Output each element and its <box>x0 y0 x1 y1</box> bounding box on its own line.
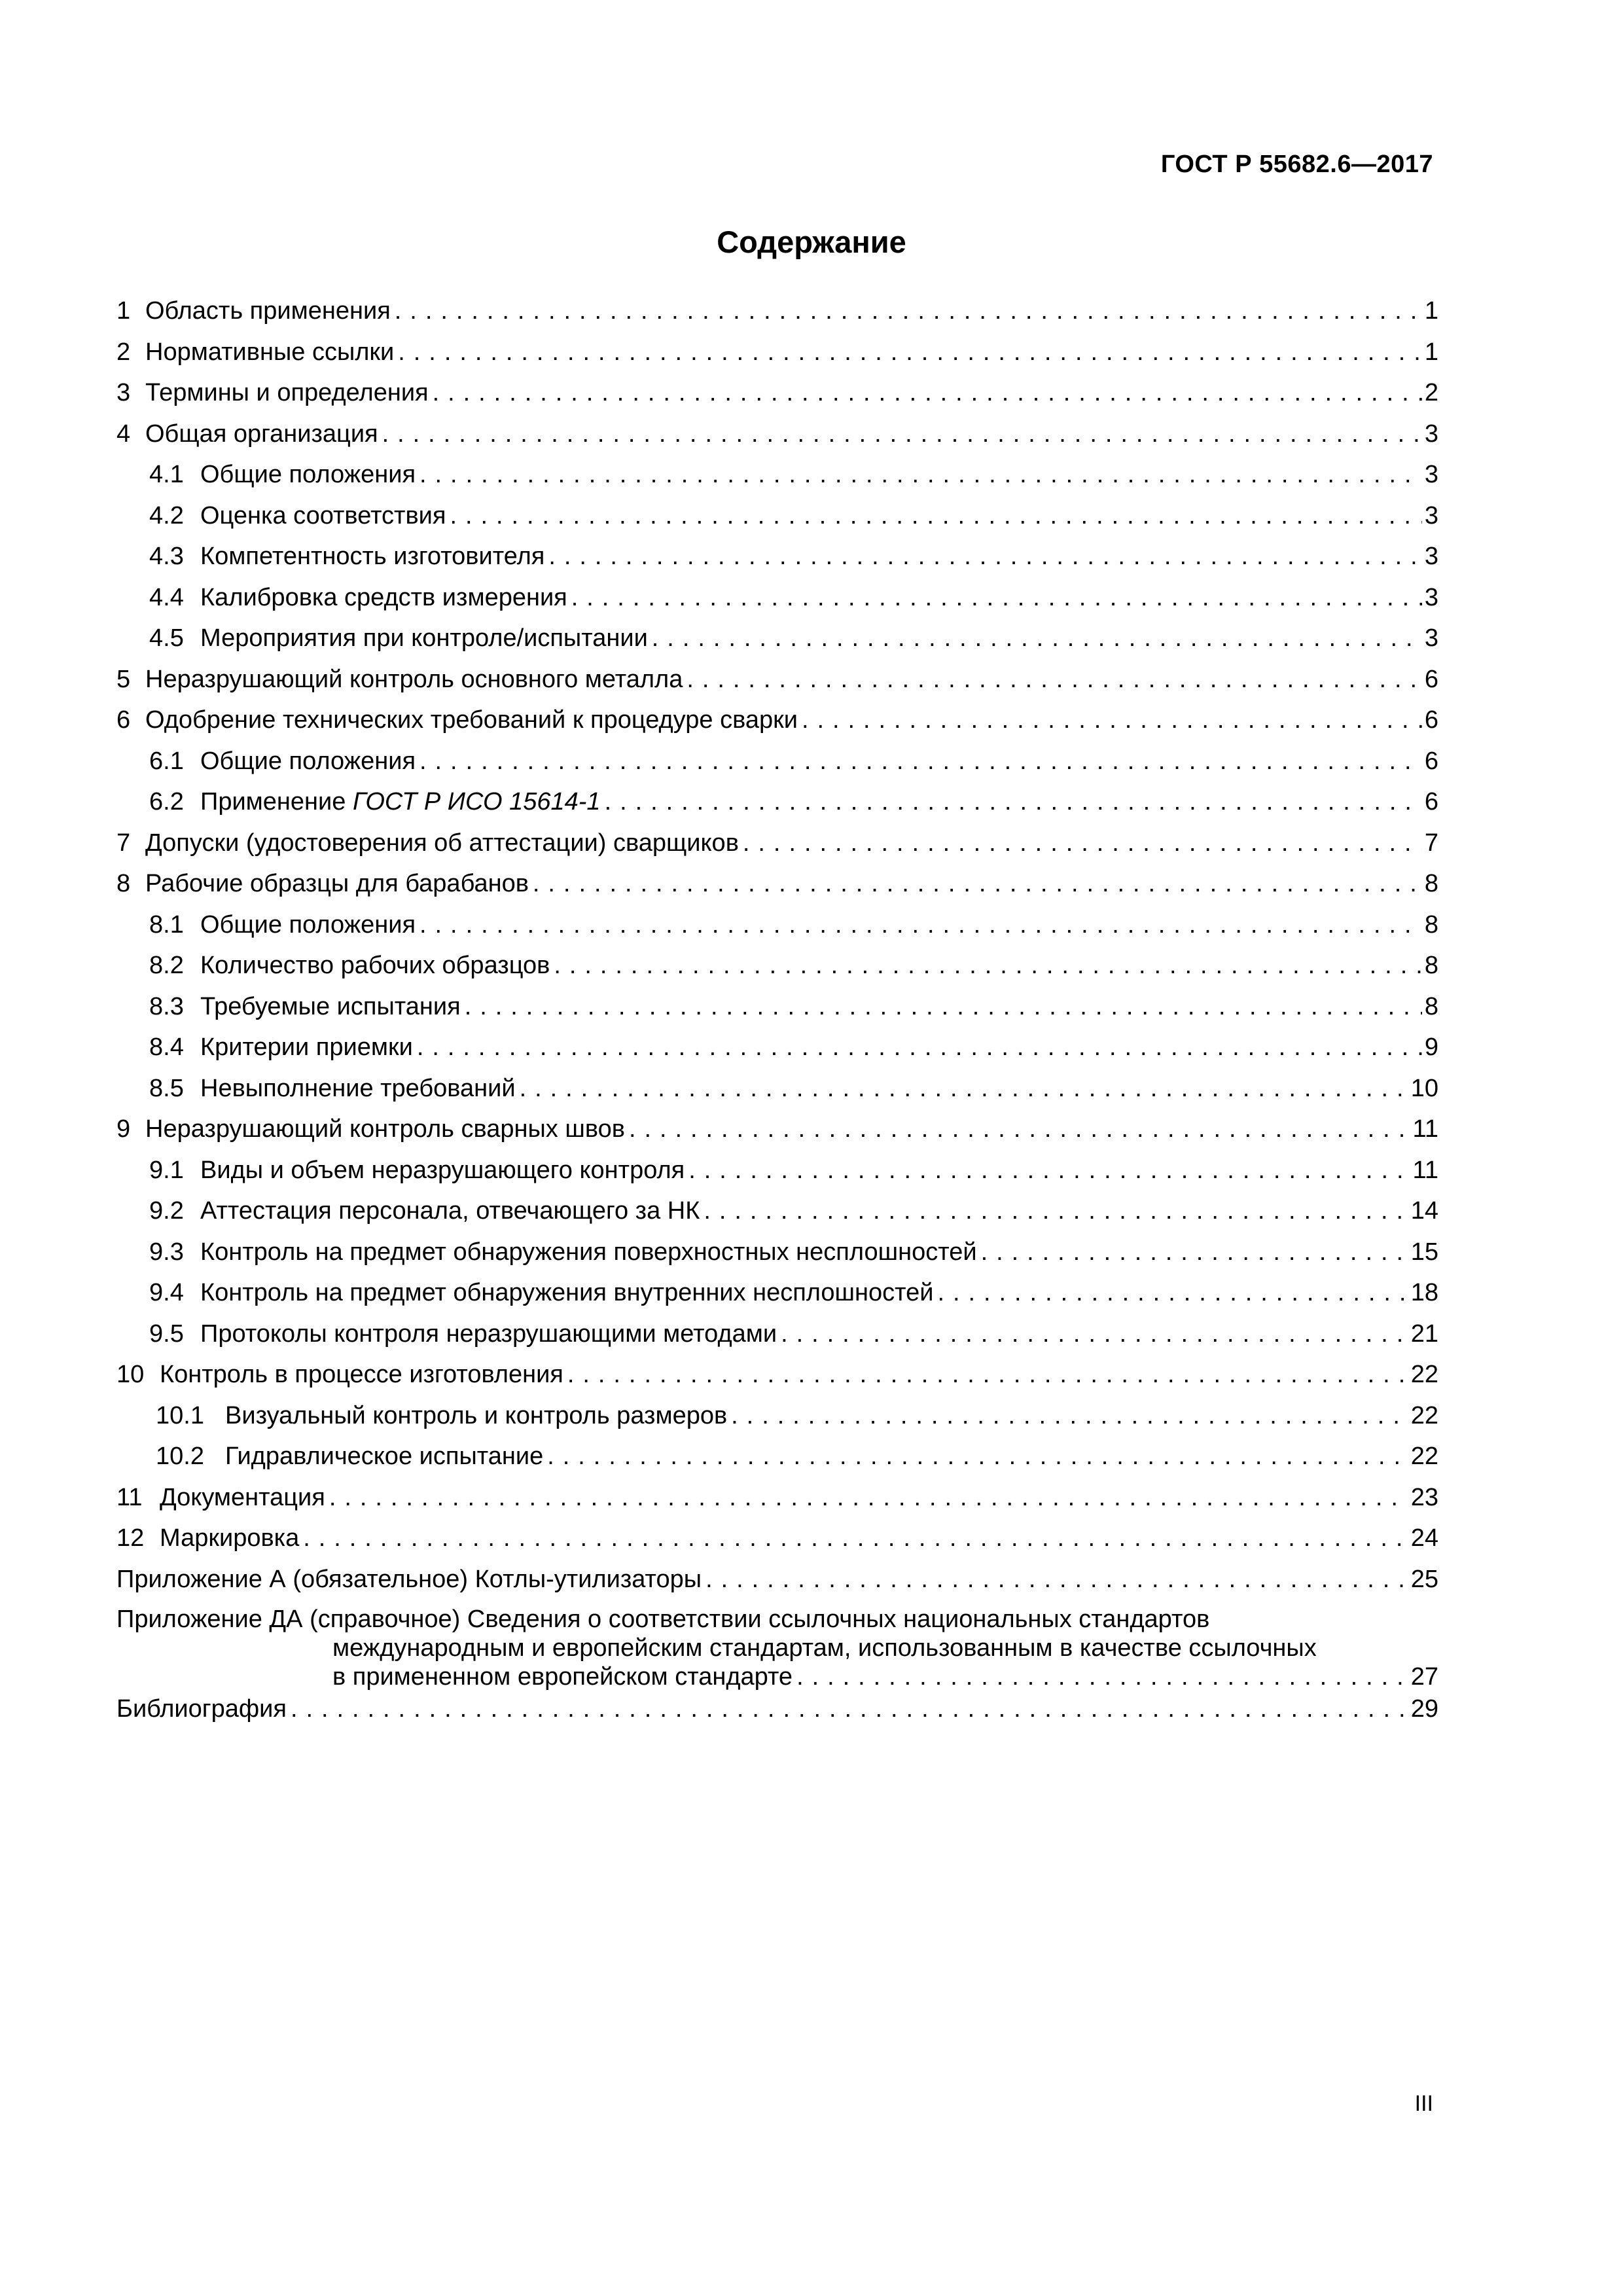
document-id: ГОСТ Р 55682.6—2017 <box>1160 151 1433 178</box>
toc-entry[interactable] <box>116 337 1438 378</box>
toc-page: 8 <box>1424 910 1438 939</box>
toc-page: 6 <box>1424 665 1438 693</box>
toc-label: Библиография <box>116 1695 287 1723</box>
toc-label: Контроль в процессе изготовления <box>160 1361 563 1388</box>
toc-page: 10 <box>1410 1074 1438 1102</box>
toc-page: 3 <box>1424 461 1438 488</box>
toc-label: Рабочие образцы для барабанов <box>145 870 529 897</box>
toc-page: 11 <box>1412 1115 1438 1143</box>
toc-leader <box>398 337 1422 367</box>
toc-leader <box>981 1237 1408 1267</box>
toc-leader <box>731 1401 1408 1431</box>
toc-number: 9.2 <box>149 1197 184 1225</box>
toc-leader <box>571 583 1422 613</box>
toc-leader <box>781 1319 1408 1349</box>
toc-label-standard-ref: ГОСТ Р ИСО 15614-1 <box>352 788 601 816</box>
toc-entry[interactable] <box>116 1073 1438 1115</box>
toc-number: 4.2 <box>149 501 184 529</box>
toc-page: 14 <box>1410 1197 1438 1225</box>
toc-page: 1 <box>1424 297 1438 325</box>
toc-leader <box>547 1441 1408 1471</box>
toc-leader <box>433 378 1422 408</box>
toc-label: Гидравлическое испытание <box>225 1443 544 1470</box>
toc-number: 2 <box>116 338 131 366</box>
toc-label: Калибровка средств измерения <box>200 583 567 611</box>
toc-page: 3 <box>1424 624 1438 652</box>
toc-number: 9.5 <box>149 1319 184 1348</box>
toc-label: Протоколы контроля неразрушающими методами <box>200 1319 777 1348</box>
toc-label: Контроль на предмет обнаружения поверхностных несплошностей <box>200 1238 977 1266</box>
toc-page: 3 <box>1424 501 1438 529</box>
toc-page: 22 <box>1410 1443 1438 1470</box>
toc-leader <box>520 1073 1408 1103</box>
toc-number: 8 <box>116 870 131 897</box>
toc-leader <box>802 705 1422 735</box>
toc-label: Критерии приемки <box>200 1033 413 1061</box>
toc-label: Одобрение технических требований к процедуре сварки <box>145 706 798 734</box>
toc-page: 8 <box>1424 992 1438 1020</box>
toc-entry[interactable] <box>116 1359 1438 1401</box>
toc-number: 4.3 <box>149 543 184 570</box>
toc-leader <box>743 828 1422 858</box>
toc-page: 6 <box>1424 788 1438 816</box>
toc-leader <box>704 1196 1408 1226</box>
toc-label: Нормативные ссылки <box>145 338 395 366</box>
toc-entry[interactable] <box>116 623 1438 664</box>
toc-page: 6 <box>1424 747 1438 775</box>
table-of-contents <box>116 296 1438 1735</box>
toc-number: 1 <box>116 297 131 325</box>
toc-label: Неразрушающий контроль основного металла <box>145 665 683 693</box>
toc-number: 3 <box>116 379 131 406</box>
toc-entry[interactable] <box>116 705 1438 746</box>
toc-entry-appendix-da[interactable] <box>116 1605 1438 1691</box>
toc-leader <box>419 910 1422 940</box>
toc-page: 2 <box>1424 379 1438 406</box>
toc-leader <box>395 296 1422 326</box>
toc-entry-bibliography[interactable] <box>116 1694 1438 1735</box>
toc-label: Виды и объем неразрушающего контроля <box>200 1156 685 1184</box>
toc-leader <box>548 541 1422 571</box>
toc-label: Количество рабочих образцов <box>200 952 550 979</box>
toc-number: 5 <box>116 665 131 693</box>
toc-number: 4 <box>116 420 131 448</box>
toc-label-line3: в примененном европейском стандарте <box>332 1663 793 1691</box>
toc-entry[interactable] <box>116 1196 1438 1237</box>
toc-entry[interactable] <box>116 1441 1438 1482</box>
toc-leader <box>465 992 1422 1022</box>
toc-label: Общие положения <box>200 461 416 488</box>
toc-leader <box>937 1278 1408 1308</box>
toc-label: Общая организация <box>145 420 378 448</box>
toc-entry[interactable] <box>116 1523 1438 1564</box>
toc-number: 9.3 <box>149 1238 184 1266</box>
toc-label: Аттестация персонала, отвечающего за НК <box>200 1197 700 1225</box>
toc-leader <box>291 1694 1408 1724</box>
toc-leader <box>705 1564 1408 1594</box>
toc-entry[interactable] <box>116 950 1438 992</box>
toc-entry[interactable] <box>116 1155 1438 1196</box>
toc-leader <box>419 459 1422 490</box>
toc-number: 6 <box>116 706 131 734</box>
toc-label: Термины и определения <box>145 379 429 406</box>
toc-label: Невыполнение требований <box>200 1074 516 1102</box>
toc-entry[interactable] <box>116 664 1438 706</box>
toc-leader <box>687 664 1422 694</box>
toc-page: 6 <box>1424 706 1438 734</box>
toc-leader <box>329 1482 1408 1513</box>
toc-entry[interactable] <box>116 746 1438 787</box>
toc-number: 8.4 <box>149 1033 184 1061</box>
toc-page: 11 <box>1412 1156 1438 1184</box>
toc-label: Мероприятия при контроле/испытании <box>200 624 648 652</box>
toc-leader <box>605 787 1422 817</box>
toc-page: 22 <box>1410 1401 1438 1429</box>
toc-entry[interactable] <box>116 541 1438 583</box>
toc-entry[interactable] <box>116 501 1438 542</box>
toc-page: 24 <box>1410 1524 1438 1552</box>
toc-number: 6.1 <box>149 747 184 775</box>
page-title: Содержание <box>717 224 906 259</box>
toc-label: Неразрушающий контроль сварных швов <box>145 1115 625 1143</box>
toc-label: Документация <box>160 1483 325 1511</box>
toc-label <box>200 787 601 817</box>
toc-leader <box>417 1032 1422 1062</box>
toc-leader <box>688 1155 1410 1185</box>
toc-entry[interactable] <box>116 419 1438 460</box>
toc-number: 4.4 <box>149 583 184 611</box>
toc-page: 8 <box>1424 952 1438 979</box>
toc-number: 9 <box>116 1115 131 1143</box>
toc-leader <box>382 419 1422 449</box>
toc-label: Область применения <box>145 297 391 325</box>
toc-page: 22 <box>1410 1361 1438 1388</box>
toc-label: Визуальный контроль и контроль размеров <box>225 1401 728 1429</box>
toc-page: 9 <box>1424 1033 1438 1061</box>
toc-entry[interactable] <box>116 869 1438 910</box>
toc-entry[interactable] <box>116 787 1438 828</box>
toc-entry[interactable] <box>116 1482 1438 1524</box>
toc-label: Требуемые испытания <box>200 992 461 1020</box>
toc-label: Маркировка <box>160 1524 300 1552</box>
toc-label: Общие положения <box>200 910 416 939</box>
toc-leader <box>554 950 1422 980</box>
toc-page: 3 <box>1424 583 1438 611</box>
toc-leader <box>419 746 1422 776</box>
toc-leader <box>533 869 1422 899</box>
toc-label: Контроль на предмет обнаружения внутренних несплошностей <box>200 1279 934 1306</box>
toc-entry[interactable] <box>116 828 1438 869</box>
toc-entry[interactable] <box>116 1237 1438 1278</box>
toc-number: 10.1 <box>156 1401 204 1429</box>
toc-page: 3 <box>1424 420 1438 448</box>
toc-label: Оценка соответствия <box>200 501 446 529</box>
toc-entry[interactable] <box>116 992 1438 1033</box>
toc-page: 1 <box>1424 338 1438 366</box>
toc-label-line2: международным и европейским стандартам, использованным в качестве ссылочных <box>332 1634 1317 1662</box>
toc-number: 8.3 <box>149 992 184 1020</box>
toc-number: 9.1 <box>149 1156 184 1184</box>
toc-label: Приложение А (обязательное) Котлы-утилизаторы <box>116 1565 702 1593</box>
toc-page: 7 <box>1424 829 1438 857</box>
toc-entry-appendix-a[interactable] <box>116 1564 1438 1605</box>
toc-page: 21 <box>1410 1319 1438 1348</box>
toc-leader <box>652 623 1422 653</box>
page-number: III <box>1414 2091 1433 2116</box>
toc-entry[interactable] <box>116 378 1438 419</box>
toc-number: 12 <box>116 1524 145 1552</box>
toc-leader <box>303 1523 1408 1553</box>
toc-leader <box>629 1114 1410 1144</box>
toc-page: 3 <box>1424 543 1438 570</box>
toc-page: 23 <box>1410 1483 1438 1511</box>
toc-entry[interactable] <box>116 1114 1438 1155</box>
toc-number: 4.5 <box>149 624 184 652</box>
toc-page: 8 <box>1424 870 1438 897</box>
toc-entry[interactable] <box>116 296 1438 337</box>
toc-page: 29 <box>1410 1695 1438 1723</box>
toc-label-prefix: Применение <box>200 788 346 816</box>
toc-page: 18 <box>1410 1279 1438 1306</box>
toc-page: 15 <box>1410 1238 1438 1266</box>
toc-label: Общие положения <box>200 747 416 775</box>
toc-number: 10 <box>116 1361 145 1388</box>
toc-page: 27 <box>1410 1663 1438 1691</box>
toc-number: 11 <box>116 1483 143 1511</box>
toc-label: Допуски (удостоверения об аттестации) сварщиков <box>145 829 739 857</box>
toc-leader <box>450 501 1421 531</box>
toc-number: 8.2 <box>149 952 184 979</box>
toc-number: 4.1 <box>149 461 184 488</box>
toc-number: 8.1 <box>149 910 184 939</box>
toc-number: 7 <box>116 829 131 857</box>
toc-entry[interactable] <box>116 1278 1438 1319</box>
toc-number: 8.5 <box>149 1074 184 1102</box>
toc-number: 6.2 <box>149 788 184 816</box>
toc-label: Компетентность изготовителя <box>200 543 545 570</box>
toc-entry[interactable] <box>116 1032 1438 1073</box>
toc-leader <box>567 1359 1408 1390</box>
toc-entry[interactable] <box>116 459 1438 501</box>
toc-label-line1: Приложение ДА (справочное) Сведения о соответствии ссылочных национальных стандартов <box>116 1605 1210 1633</box>
toc-entry[interactable] <box>116 1401 1438 1442</box>
toc-number: 9.4 <box>149 1279 184 1306</box>
toc-page: 25 <box>1410 1565 1438 1593</box>
toc-leader <box>796 1662 1408 1691</box>
toc-entry[interactable] <box>116 1319 1438 1360</box>
toc-entry[interactable] <box>116 583 1438 624</box>
toc-number: 10.2 <box>156 1443 204 1470</box>
toc-entry[interactable] <box>116 910 1438 951</box>
